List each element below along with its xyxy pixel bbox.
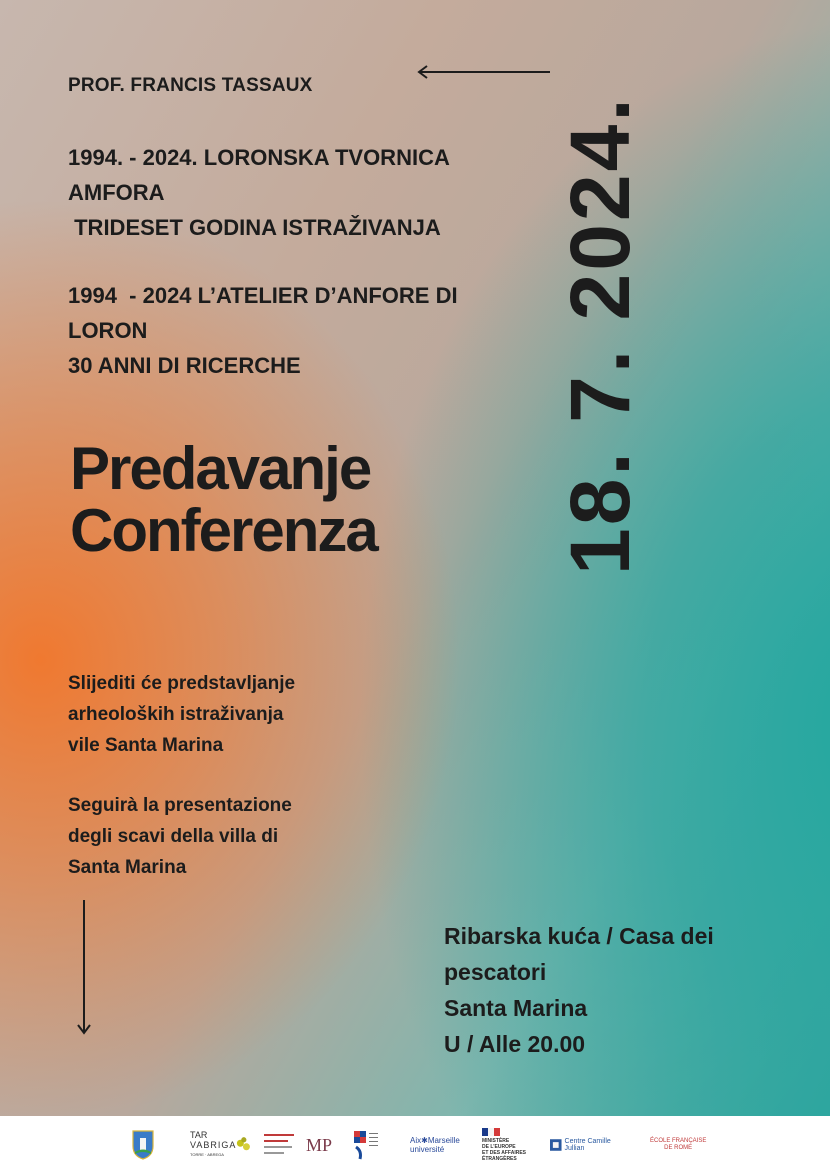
ecole-francaise-text: ÉCOLE FRANÇAISE <box>650 1138 707 1144</box>
aix-marseille-logo <box>410 1128 466 1162</box>
description-it-line: Santa Marina <box>68 857 187 878</box>
mp-logo <box>306 1128 334 1162</box>
ministere-text: ET DES AFFAIRES <box>482 1150 526 1156</box>
aix-marseille-text: Aix✱Marseille université <box>410 1136 460 1154</box>
title-it-line: LORON <box>68 318 148 343</box>
venue-time: U / Alle 20.00 <box>444 1031 586 1057</box>
description-it-line: Seguirà la presentazione <box>68 795 292 816</box>
lecture-title-italian <box>68 278 458 383</box>
lecture-title-croatian <box>68 140 450 245</box>
ministere-text: ÉTRANGÈRES <box>482 1156 517 1162</box>
description-croatian <box>68 668 295 761</box>
camille-jullian-logo <box>550 1128 630 1162</box>
description-hr-line: arheoloških istraživanja <box>68 704 284 725</box>
speaker-name: PROF. FRANCIS TASSAUX <box>68 75 313 96</box>
ecole-francaise-logo <box>650 1128 720 1162</box>
description-hr-line: Slijediti će predstavljanje <box>68 673 296 694</box>
event-type-it: Conferenza <box>70 497 377 564</box>
description-it-line: degli scavi della villa di <box>68 826 279 847</box>
arrow-left-icon <box>416 64 552 80</box>
tar-vabriga-text: TAR <box>190 1130 208 1140</box>
arrow-down-icon <box>76 898 92 1036</box>
ministere-text: MINISTÈRE <box>482 1138 510 1144</box>
french-flag-icon <box>482 1128 500 1136</box>
mp-text: MP <box>306 1134 333 1155</box>
title-it-line: 1994 - 2024 L’ATELIER D’ANFORE DI <box>68 283 458 308</box>
event-type-heading <box>70 435 377 564</box>
venue-line: Ribarska kuća / Casa dei <box>444 923 714 949</box>
shield-icon <box>132 1130 154 1160</box>
coat-of-arms-logo <box>132 1128 154 1162</box>
title-it-line: 30 ANNI DI RICERCHE <box>68 353 301 378</box>
venue-line: pescatori <box>444 959 547 985</box>
tar-vabriga-logo <box>190 1128 252 1162</box>
croatian-emblem-icon <box>352 1129 380 1161</box>
centre-mark-icon <box>550 1139 562 1151</box>
event-type-hr: Predavanje <box>70 435 371 502</box>
olive-branch-icon <box>236 1135 252 1155</box>
venue-line: Santa Marina <box>444 995 588 1021</box>
title-hr-line: AMFORA <box>68 180 165 205</box>
museum-logo <box>262 1128 300 1162</box>
event-date-text: 18. 7. 2024. <box>553 95 647 575</box>
croatia-logo <box>352 1128 382 1162</box>
ministere-text: DE L’EUROPE <box>482 1144 516 1150</box>
description-italian <box>68 790 292 883</box>
camille-jullian-text: Centre Camille Jullian <box>564 1138 611 1152</box>
tar-vabriga-subtext: TORRE · ABREGA <box>190 1152 224 1157</box>
museum-mark-icon <box>262 1130 298 1160</box>
venue-info <box>444 918 714 1062</box>
sponsor-logos-bar <box>0 1116 830 1172</box>
ministere-logo <box>482 1128 542 1162</box>
ecole-francaise-text: DE ROME <box>664 1145 693 1151</box>
title-hr-line: 1994. - 2024. LORONSKA TVORNICA <box>68 145 450 170</box>
title-hr-line: TRIDESET GODINA ISTRAŽIVANJA <box>68 215 441 240</box>
description-hr-line: vile Santa Marina <box>68 735 224 756</box>
tar-vabriga-text: VABRIGA <box>190 1140 237 1150</box>
